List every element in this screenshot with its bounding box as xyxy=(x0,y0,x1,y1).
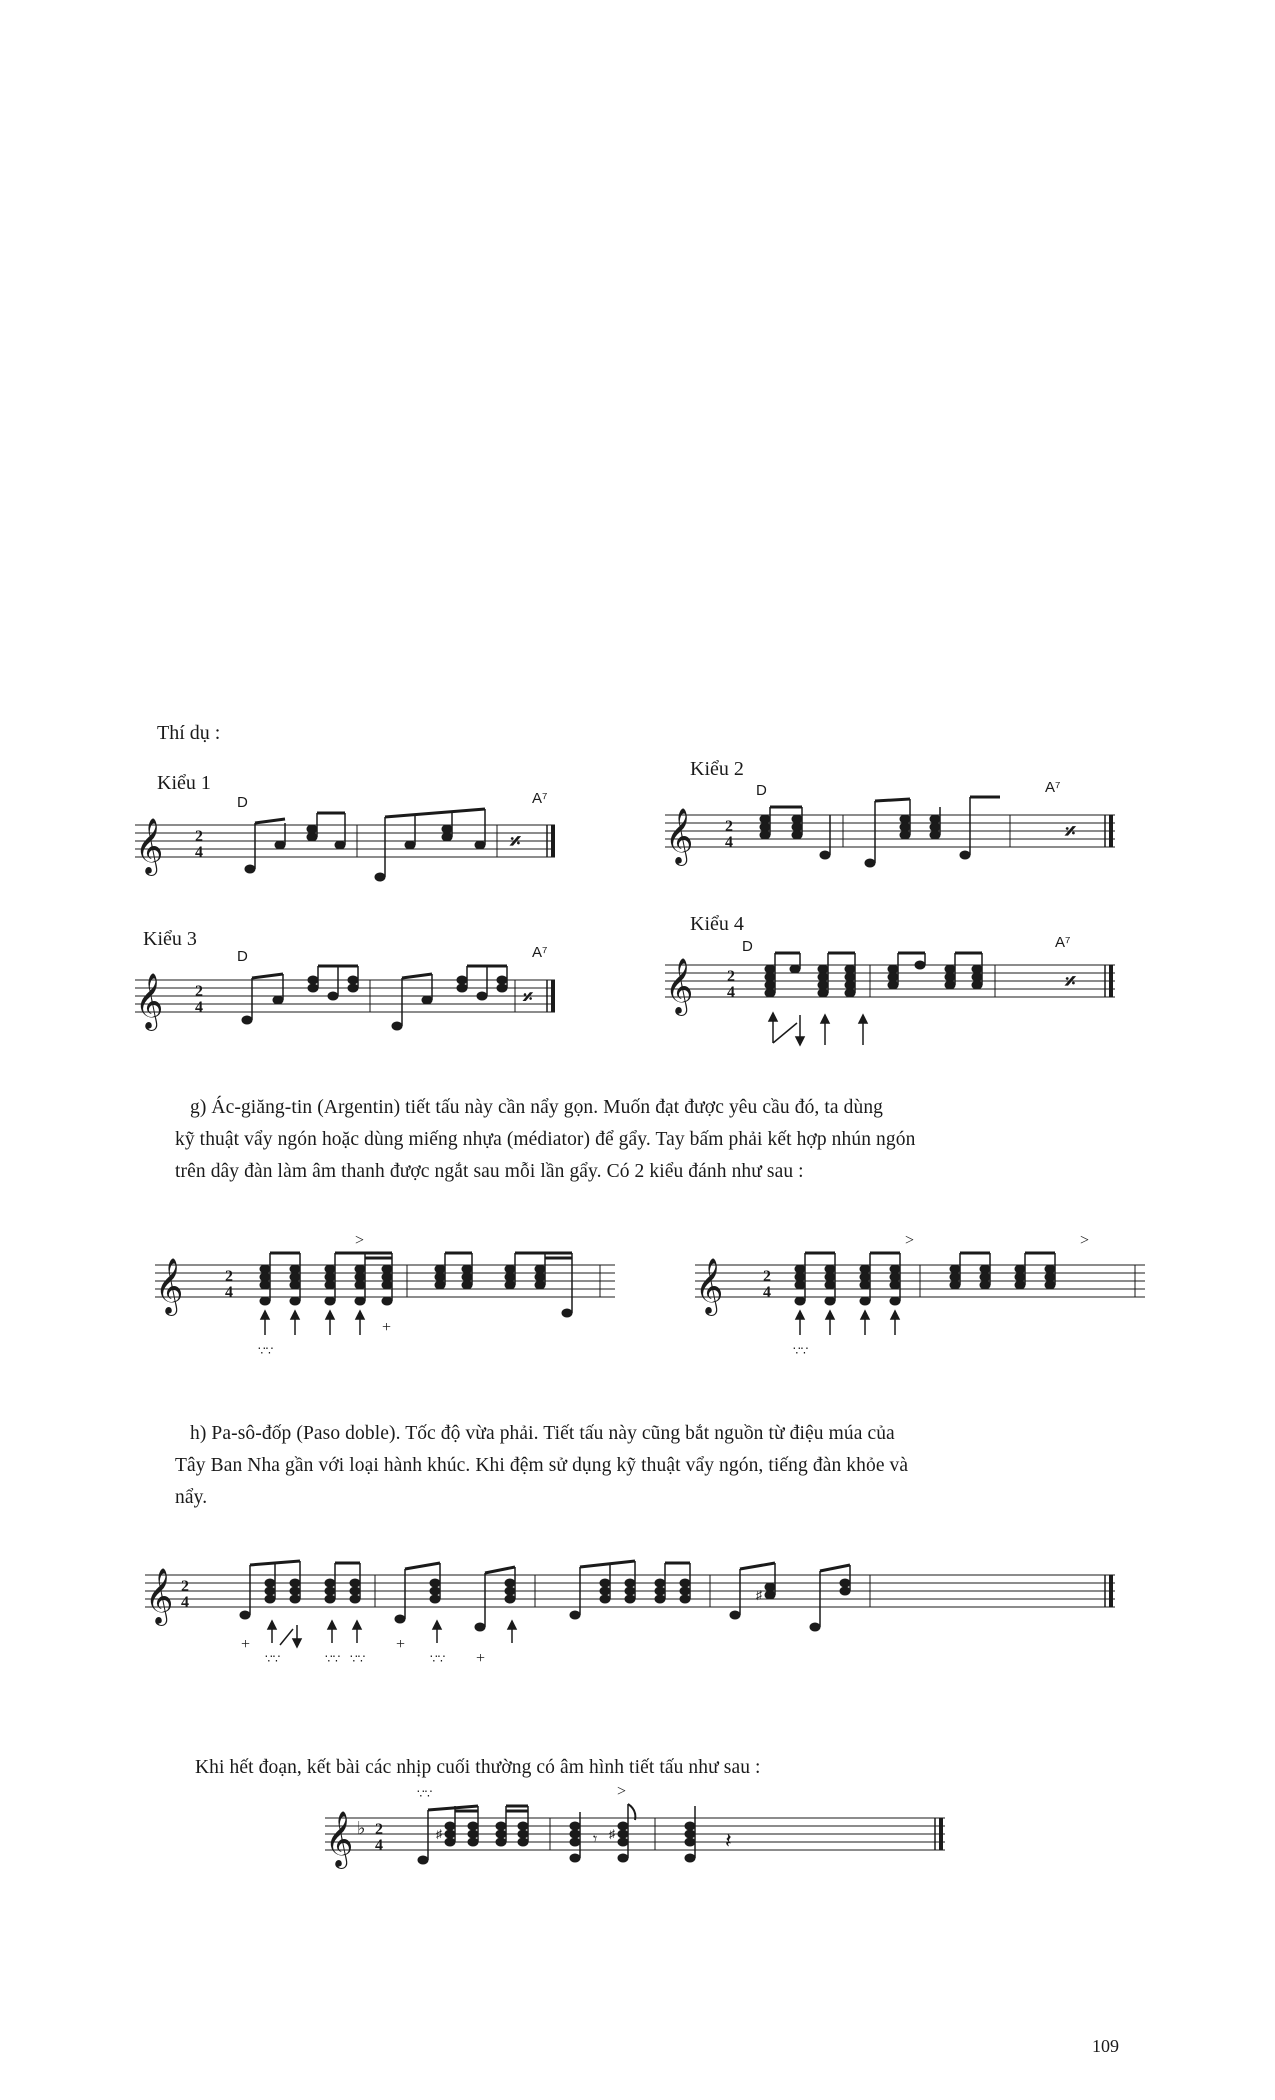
chord-symbol: A⁷ xyxy=(532,790,548,807)
paragraph-ending xyxy=(195,1752,1135,1784)
chord-symbol: A⁷ xyxy=(532,944,548,961)
accent-mark-icon: > xyxy=(617,1783,627,1800)
flat-sign-icon: ♭ xyxy=(357,1818,366,1838)
chord-symbol: D xyxy=(742,938,753,955)
treble-clef-icon: 𝄞 xyxy=(135,975,164,1028)
rasgueado-dots-icon: ∵∵ xyxy=(325,1652,341,1666)
time-signature-top: 2 xyxy=(195,983,203,1000)
rasgueado-dots-icon: ∵∵ xyxy=(417,1787,433,1801)
notes xyxy=(245,809,497,881)
time-signature-bottom: 4 xyxy=(725,834,733,851)
time-signature-top: 2 xyxy=(181,1578,189,1595)
treble-clef-icon: 𝄞 xyxy=(145,1570,174,1623)
text-line: nẩy. xyxy=(175,1487,208,1508)
strum-arrows xyxy=(261,1311,364,1335)
music-staff-ending xyxy=(325,1783,955,1900)
chord-symbol: D xyxy=(237,948,248,965)
notes xyxy=(242,966,515,1030)
time-signature-bottom: 4 xyxy=(195,999,203,1016)
page-number: 109 xyxy=(1092,2036,1119,2056)
time-signature-bottom: 4 xyxy=(727,984,735,1001)
treble-clef-icon: 𝄞 xyxy=(665,960,694,1013)
rasgueado-dots-icon: ∵∵ xyxy=(265,1652,281,1666)
music-staff-example-2 xyxy=(665,795,1125,875)
repeat-measure-icon: 𝄎 xyxy=(510,829,521,854)
music-staff-example-3 xyxy=(135,960,575,1040)
treble-clef-icon: 𝄞 xyxy=(155,1260,184,1313)
text-line: trên dây đàn làm âm thanh được ngắt sau mỗi lần gẩy. Có 2 kiểu đánh như sau : xyxy=(175,1161,804,1182)
music-staff-argentin-1 xyxy=(155,1232,625,1365)
treble-clef-icon: 𝄞 xyxy=(135,820,164,873)
time-signature-top: 2 xyxy=(727,968,735,985)
svg-text:𝄽: 𝄽 xyxy=(725,1828,732,1853)
chord-symbol: D xyxy=(237,794,248,811)
rasgueado-dots-icon: ∵∵ xyxy=(793,1344,809,1358)
plus-mark-icon: + xyxy=(241,1636,251,1653)
paragraph-section-g xyxy=(175,1092,1135,1188)
text-line: g) Ác-giăng-tin (Argentin) tiết tấu này cần nẩy gọn. Muốn đạt được yêu cầu đó, ta dùng xyxy=(190,1097,884,1118)
chord-symbol: D xyxy=(756,782,767,799)
chord-symbol: A⁷ xyxy=(1055,934,1071,951)
strum-arrows xyxy=(796,1311,899,1335)
example-label-2: Kiểu 2 xyxy=(690,758,744,780)
time-signature-bottom: 4 xyxy=(225,1284,233,1301)
notes xyxy=(760,797,1010,867)
accent-mark-icon: > xyxy=(355,1232,365,1249)
accent-mark-icon: > xyxy=(1080,1232,1090,1249)
plus-mark-icon: + xyxy=(476,1650,486,1667)
paragraph-section-h xyxy=(175,1418,1135,1514)
rasgueado-dots-icon: ∵∵ xyxy=(258,1344,274,1358)
accent-mark-icon: > xyxy=(905,1232,915,1249)
text-line: Khi hết đoạn, kết bài các nhịp cuối thường có âm hình tiết tấu như sau : xyxy=(195,1757,761,1778)
music-staff-example-4 xyxy=(665,945,1125,1055)
time-signature-bottom: 4 xyxy=(375,1837,383,1854)
time-signature-top: 2 xyxy=(195,828,203,845)
time-signature-top: 2 xyxy=(725,818,733,835)
time-signature-top: 2 xyxy=(225,1268,233,1285)
plus-mark-icon: + xyxy=(382,1319,392,1336)
text-line: h) Pa-sô-đốp (Paso doble). Tốc độ vừa phải. Tiết tấu này cũng bắt nguồn từ điệu múa của xyxy=(190,1423,895,1444)
treble-clef-icon: 𝄞 xyxy=(695,1260,724,1313)
chord-symbol: A⁷ xyxy=(1045,779,1061,796)
notes xyxy=(765,953,995,997)
example-label-4: Kiểu 4 xyxy=(690,913,744,935)
text-line: Tây Ban Nha gần với loại hành khúc. Khi đệm sử dụng kỹ thuật vẩy ngón, tiếng đàn khỏe và xyxy=(175,1455,909,1476)
rasgueado-dots-icon: ∵∵ xyxy=(430,1652,446,1666)
time-signature-bottom: 4 xyxy=(181,1594,189,1611)
example-label-1: Kiểu 1 xyxy=(157,772,211,794)
music-staff-paso-doble xyxy=(145,1555,1125,1675)
time-signature-top: 2 xyxy=(763,1268,771,1285)
repeat-measure-icon: 𝄎 xyxy=(523,987,533,1009)
repeat-measure-icon: 𝄎 xyxy=(1065,819,1076,844)
staff-lines xyxy=(325,1818,945,1850)
svg-text:♯: ♯ xyxy=(609,1827,615,1841)
notes xyxy=(240,1561,1111,1631)
time-signature-bottom: 4 xyxy=(195,844,203,861)
text-line: kỹ thuật vẩy ngón hoặc dùng miếng nhựa (médiator) để gẩy. Tay bấm phải kết hợp nhún ngón xyxy=(175,1129,916,1150)
treble-clef-icon: 𝄞 xyxy=(665,810,694,863)
intro-label: Thí dụ : xyxy=(157,722,221,744)
strum-arrows xyxy=(769,1013,867,1045)
time-signature-bottom: 4 xyxy=(763,1284,771,1301)
svg-text:♯: ♯ xyxy=(756,1588,762,1602)
time-signature-top: 2 xyxy=(375,1821,383,1838)
svg-text:𝄾: 𝄾 xyxy=(593,1831,598,1848)
music-staff-argentin-2 xyxy=(695,1232,1155,1365)
treble-clef-icon: 𝄞 xyxy=(325,1813,354,1866)
plus-mark-icon: + xyxy=(396,1636,406,1653)
repeat-measure-icon: 𝄎 xyxy=(1065,969,1076,994)
example-label-3: Kiểu 3 xyxy=(143,928,197,950)
music-staff-example-1 xyxy=(135,805,575,885)
svg-text:♯: ♯ xyxy=(436,1827,442,1841)
notes xyxy=(260,1253,600,1317)
rasgueado-dots-icon: ∵∵ xyxy=(350,1652,366,1666)
